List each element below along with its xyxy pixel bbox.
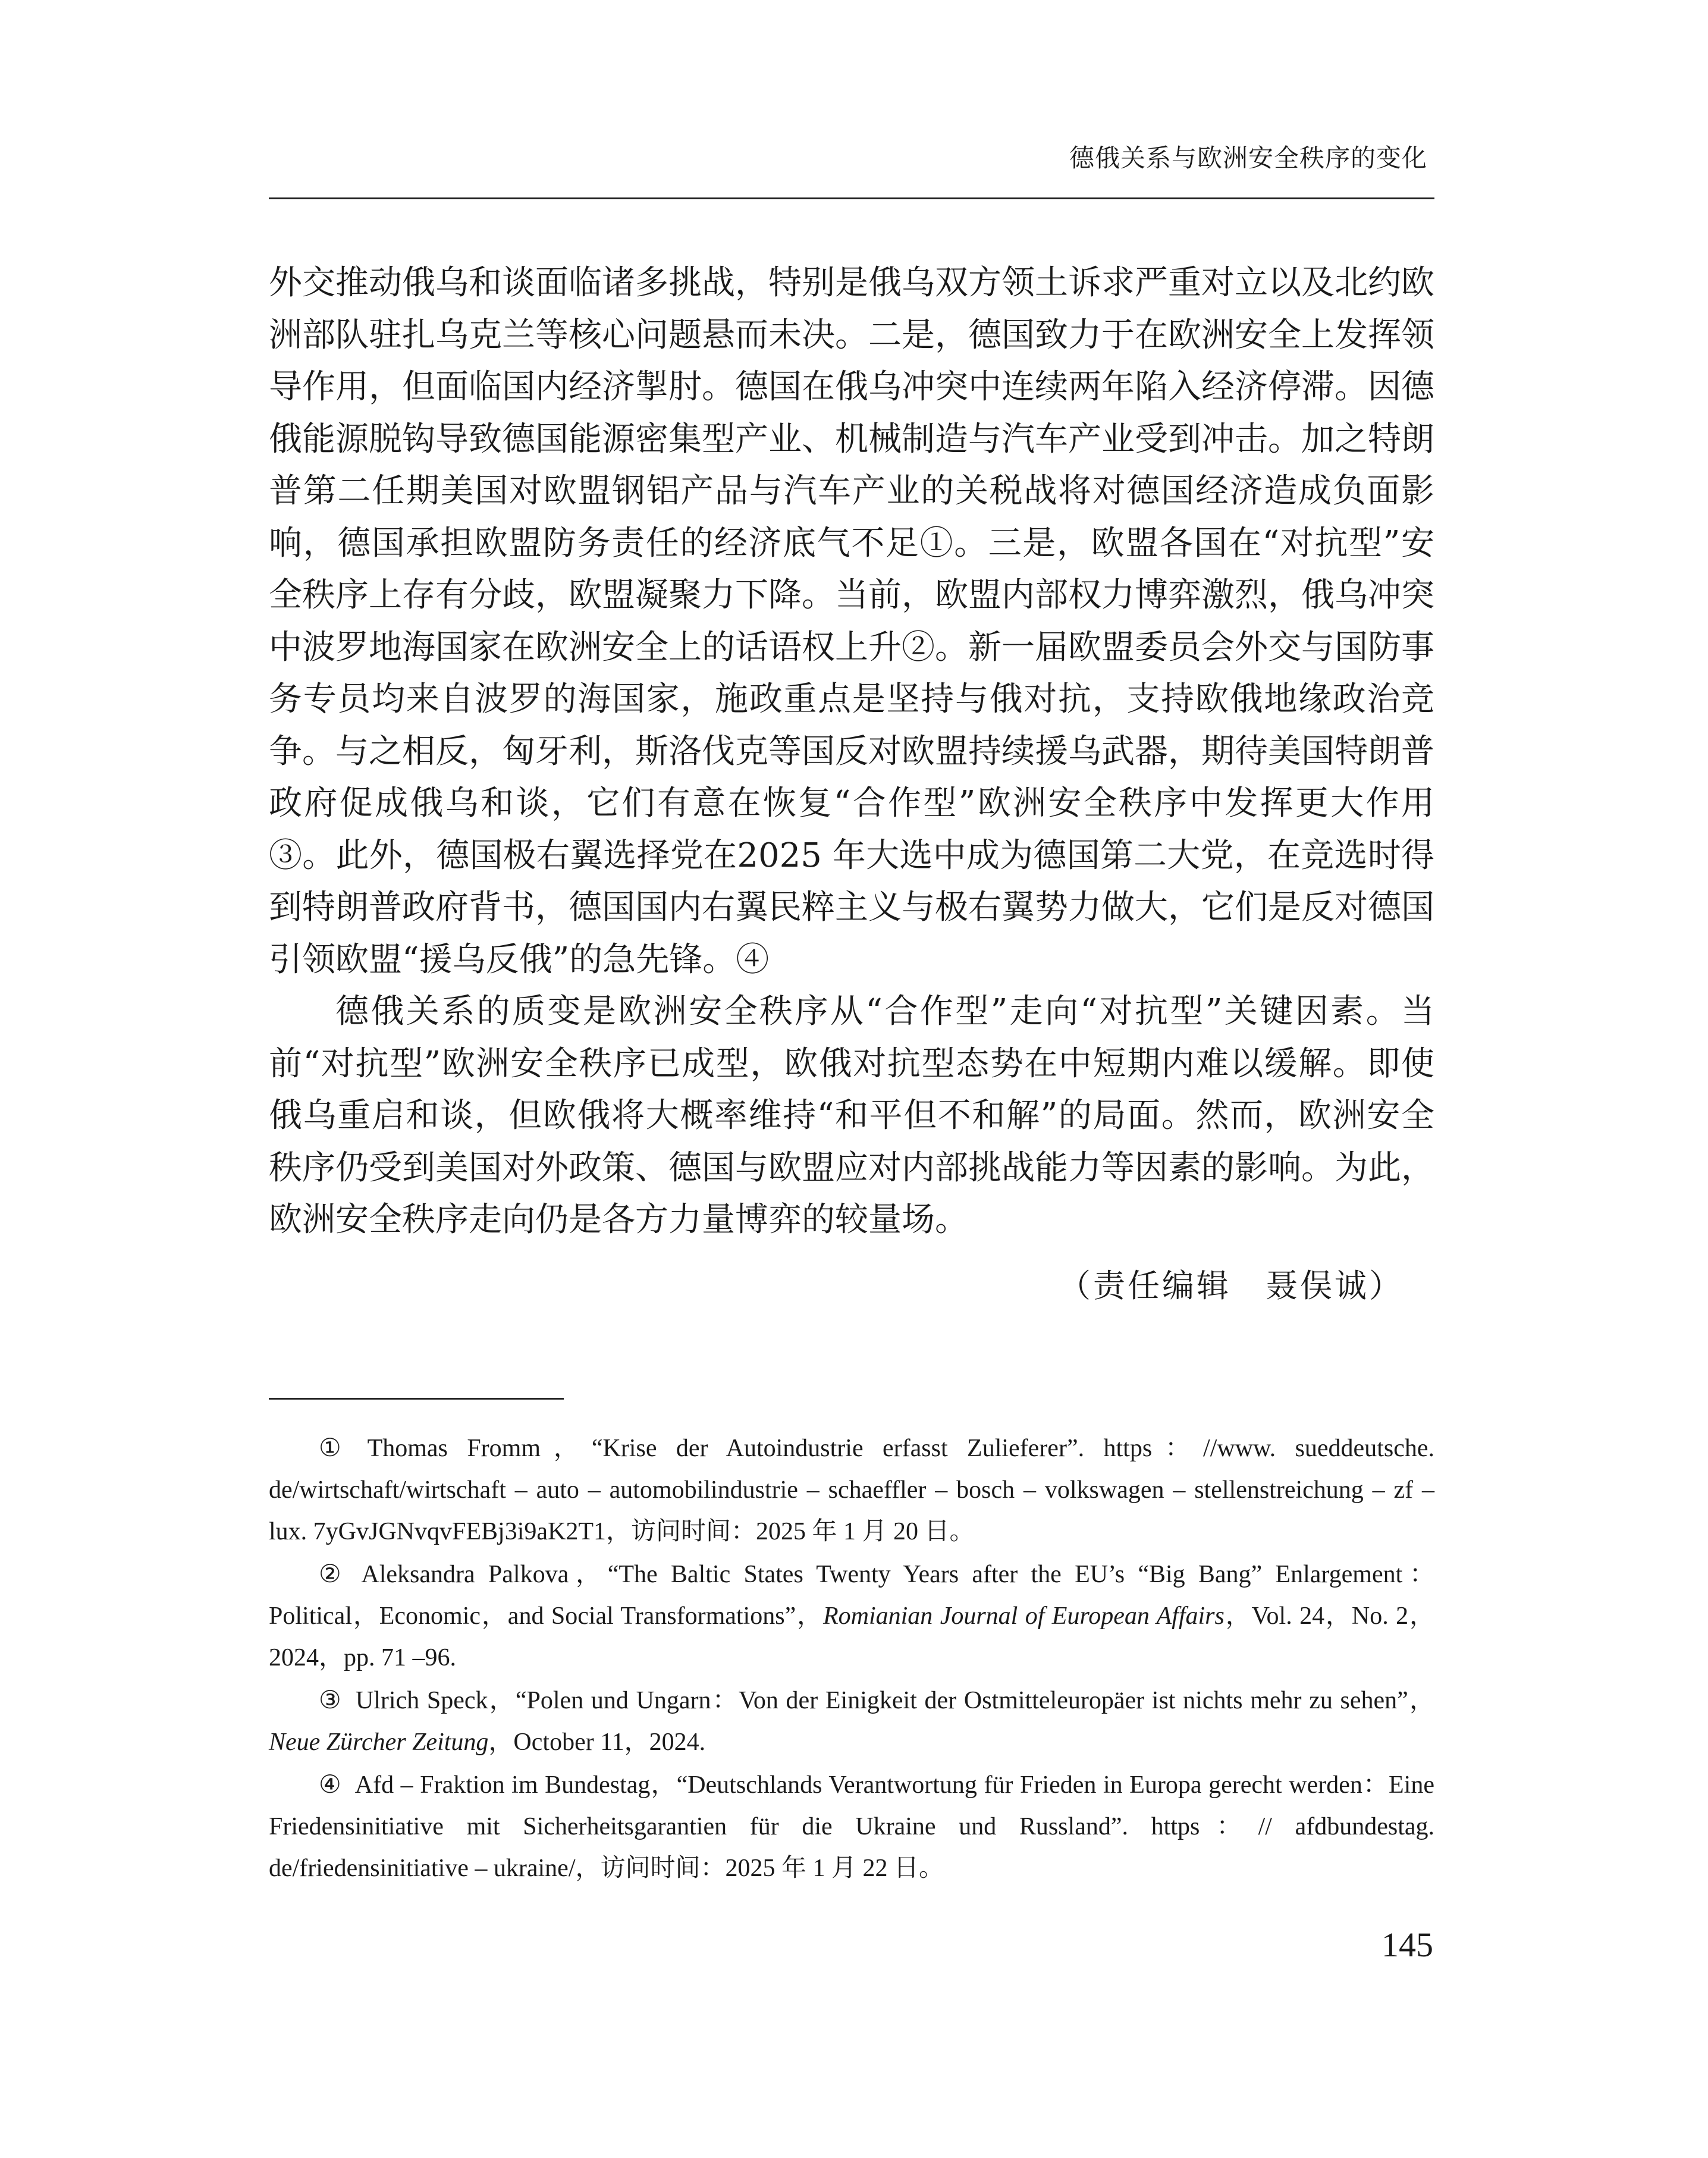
footnote-text: Aleksandra Palkova，“The Baltic States Twenty Years after the EU’s “Big Bang” Enlargement：Political，Economic，and Social Transformations”，	[269, 1561, 1434, 1630]
footnote-text: ，Vol. 24，No. 2，2024，pp. 71 –96.	[269, 1602, 1434, 1671]
body-paragraph: 德俄关系的质变是欧洲安全秩序从“合作型”走向“对抗型”关键因素。当前“对抗型”欧洲安全秩序已成型，欧俄对抗型态势在中短期内难以缓解。即使俄乌重启和谈，但欧俄将大概率维持“和平但不和解”的局面。然而，欧洲安全秩序仍受到美国对外政策、德国与欧盟应对内部挑战能力等因素的影响。为此，欧洲安全秩序走向仍是各方力量博弈的较量场。	[269, 992, 1434, 1239]
footnote-journal-title: Romianian Journal of European Affairs	[822, 1602, 1225, 1630]
running-head-title: 德俄关系与欧洲安全秩序的变化	[1069, 143, 1427, 172]
footnote-journal-title: Neue Zürcher Zeitung	[269, 1729, 489, 1756]
editor-note: （责任编辑 聂俣诚）	[1059, 1267, 1404, 1304]
footnote-1	[269, 1428, 1434, 1552]
footnote-marker: ③	[319, 1687, 343, 1714]
page-number: 145	[1382, 1925, 1433, 1964]
footnote-text: Thomas Fromm，“Krise der Autoindustrie erfasst Zulieferer”. https：//www. sueddeutsche. de/wirtschaft/wirtschaft – auto – automobilindustrie – schaeffler – bosch – volkswagen – stellenstreichung – zf – lux. 7yGvJGNvqvFEBj3i9aK2T1，访问时间：2025 年 1 月 20 日。	[269, 1435, 1434, 1545]
footnote-2	[269, 1554, 1434, 1679]
main-text	[269, 257, 1434, 1246]
footnotes	[269, 1428, 1434, 1890]
footnote-marker: ②	[319, 1561, 348, 1588]
footnote-marker: ①	[319, 1435, 354, 1462]
footnote-text: Ulrich Speck，“Polen und Ungarn：Von der Einigkeit der Ostmitteleuropäer ist nichts mehr zu sehen”，	[355, 1687, 1434, 1714]
footnote-4	[269, 1764, 1434, 1889]
footnote-3	[269, 1680, 1434, 1763]
footnote-text: ，October 11，2024.	[488, 1729, 706, 1756]
footnote-rule	[269, 1398, 564, 1400]
body-paragraph: 外交推动俄乌和谈面临诸多挑战，特别是俄乌双方领土诉求严重对立以及北约欧洲部队驻扎乌克兰等核心问题悬而未决。二是，德国致力于在欧洲安全上发挥领导作用，但面临国内经济掣肘。德国在俄乌冲突中连续两年陷入经济停滞。因德俄能源脱钩导致德国能源密集型产业、机械制造与汽车产业受到冲击。加之特朗普第二任期美国对欧盟钢铝产品与汽车产业的关税战将对德国经济造成负面影响，德国承担欧盟防务责任的经济底气不足①。三是，欧盟各国在“对抗型”安全秩序上存有分歧，欧盟凝聚力下降。当前，欧盟内部权力博弈激烈，俄乌冲突中波罗地海国家在欧洲安全上的话语权上升②。新一届欧盟委员会外交与国防事务专员均来自波罗的海国家，施政重点是坚持与俄对抗，支持欧俄地缘政治竞争。与之相反，匈牙利，斯洛伐克等国反对欧盟持续援乌武器，期待美国特朗普政府促成俄乌和谈，它们有意在恢复“合作型”欧洲安全秩序中发挥更大作用③。此外，德国极右翼选择党在2025 年大选中成为德国第二大党，在竞选时得到特朗普政府背书，德国国内右翼民粹主义与极右翼势力做大，它们是反对德国引领欧盟“援乌反俄”的急先锋。④	[269, 264, 1434, 979]
header-rule	[269, 197, 1434, 199]
footnote-marker: ④	[319, 1771, 342, 1799]
footnote-text: Afd – Fraktion im Bundestag，“Deutschlands Verantwortung für Frieden in Europa gerecht werden：Eine Friedensinitiative mit Sicherheitsgarantien für die Ukraine und Russland”. https：// afdbundestag. de/friedensinitiative – ukraine/，访问时间：2025 年 1 月 22 日。	[269, 1771, 1434, 1882]
